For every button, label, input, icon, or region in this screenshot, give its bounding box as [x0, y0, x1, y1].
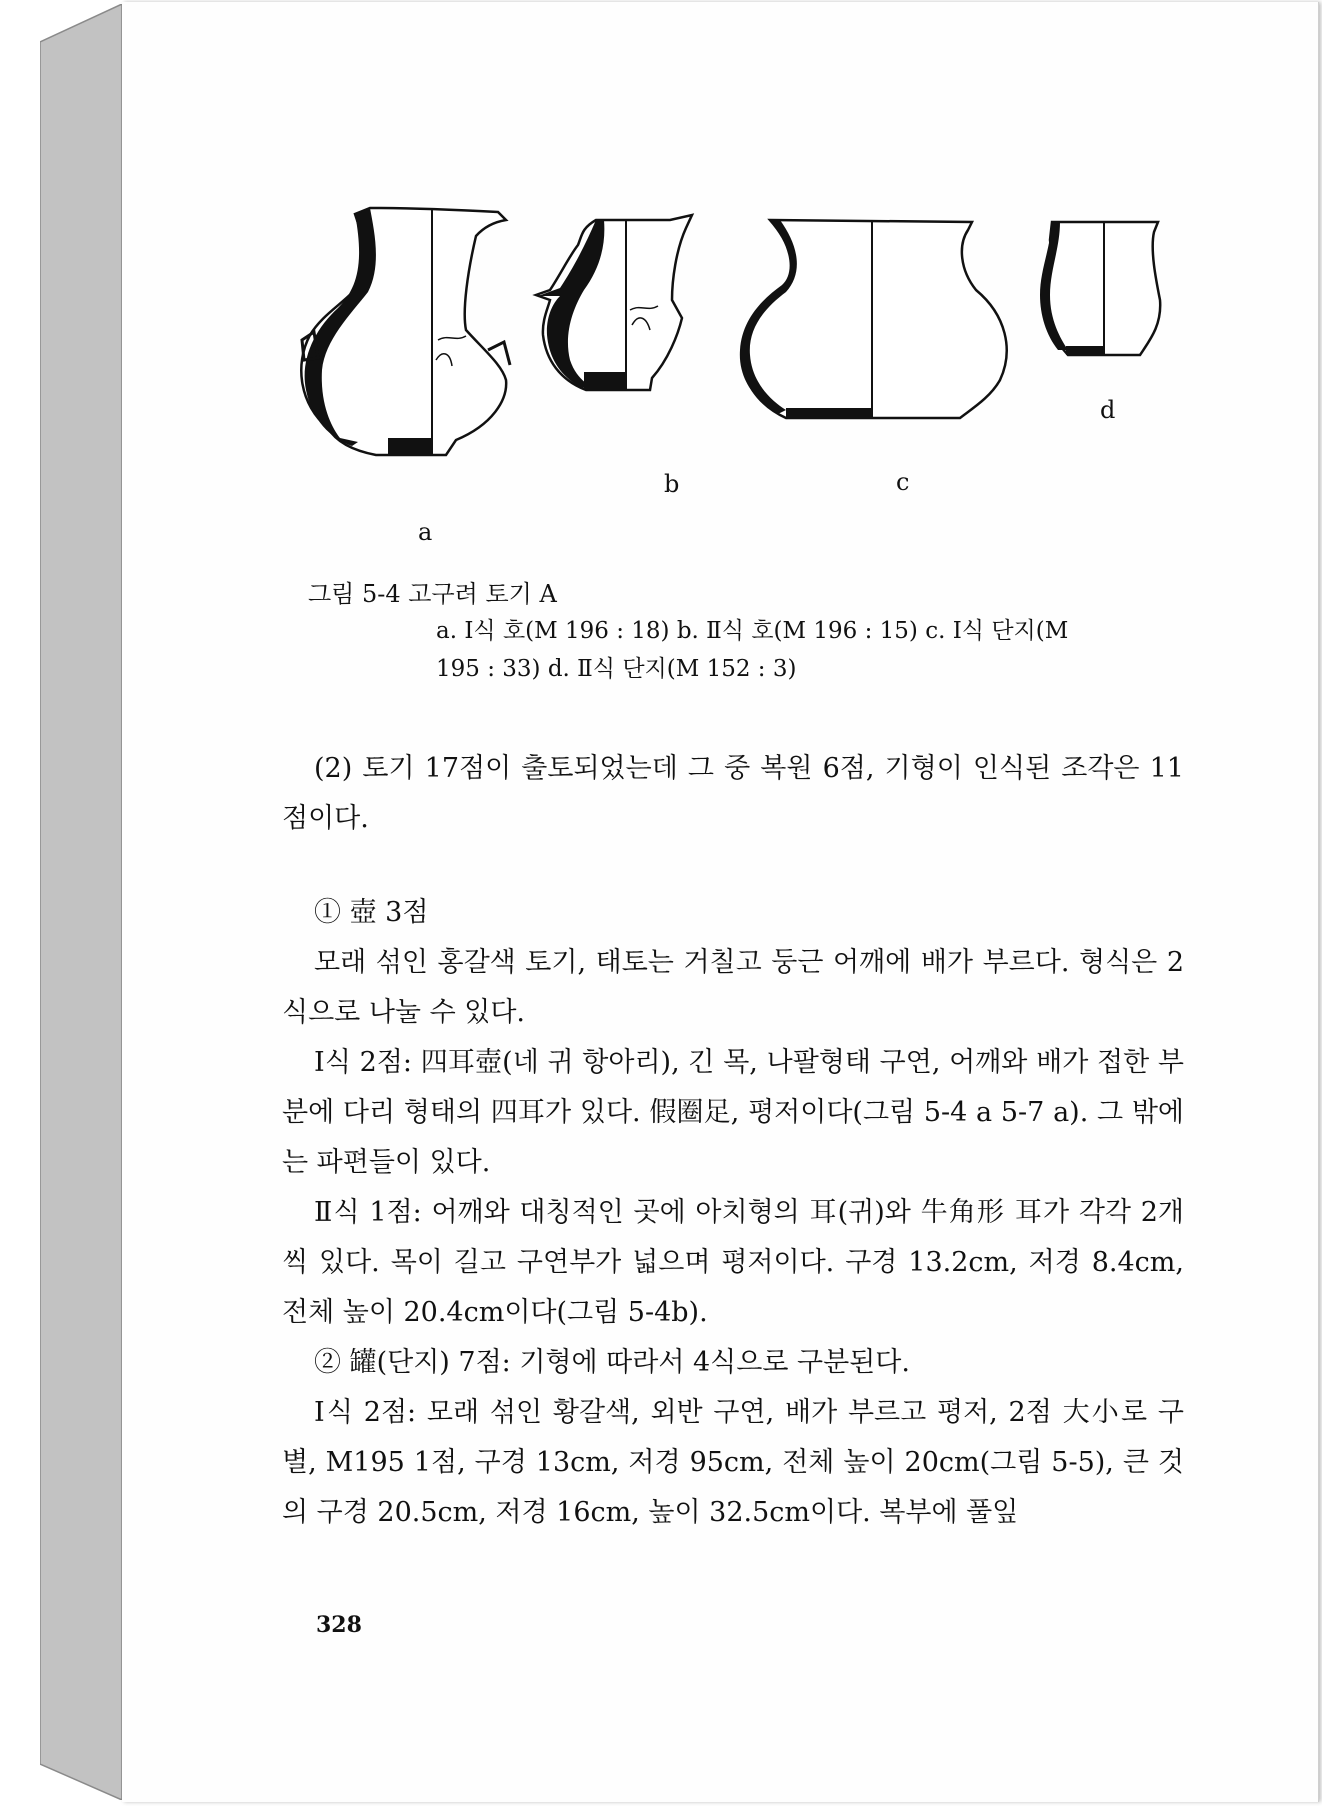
figure-label-c: c [896, 468, 910, 496]
figure-caption-line2: 195 : 33) d. Ⅱ식 단지(M 152 : 3) [436, 656, 797, 682]
paragraph-jar-description: 모래 섞인 홍갈색 토기, 태토는 거칠고 둥근 어깨에 배가 부르다. 형식은 2식으로 나눌 수 있다. [282, 947, 1184, 1028]
figure-label-b: b [664, 470, 680, 498]
figure-label-a: a [418, 518, 433, 546]
paragraph-type1-pot: Ⅰ식 2점: 모래 섞인 황갈색, 외반 구연, 배가 부르고 평저, 2점 大小로 구별, M195 1점, 구경 13cm, 저경 95cm, 전체 높이 20cm(그림 5-5), 큰 것의 구경 20.5cm, 저경 16cm, 높이 32.5cm이다. 복부에 풀잎 [282, 1397, 1184, 1528]
page-number: 328 [316, 1612, 362, 1638]
heading-pots: ② 罐(단지) 7점: 기형에 따라서 4식으로 구분된다. [314, 1347, 910, 1378]
figure-label-d: d [1100, 396, 1116, 424]
vessel-c-drawing [740, 220, 1007, 418]
figure-caption-title: 그림 5-4 고구려 토기 A [308, 580, 557, 608]
book-spine [40, 4, 122, 1800]
heading-jars: ① 壺 3점 [314, 897, 429, 928]
vessel-d-drawing [1040, 222, 1160, 355]
body-text [282, 744, 1184, 1538]
vessel-a-drawing [301, 208, 510, 455]
paragraph-type1-jar: Ⅰ식 2점: 四耳壺(네 귀 항아리), 긴 목, 나팔형태 구연, 어깨와 배가 접한 부분에 다리 형태의 四耳가 있다. 假圈足, 평저이다(그림 5-4 a 5-7 a). 그 밖에는 파편들이 있다. [282, 1047, 1184, 1178]
vessel-b-drawing [536, 215, 692, 390]
pottery-figure [270, 200, 1210, 560]
paragraph-pottery-count: (2) 토기 17점이 출토되었는데 그 중 복원 6점, 기형이 인식된 조각은 11점이다. [282, 753, 1184, 834]
paragraph-type2-jar: Ⅱ식 1점: 어깨와 대칭적인 곳에 아치형의 耳(귀)와 牛角形 耳가 각각 2개씩 있다. 목이 길고 구연부가 넓으며 평저이다. 구경 13.2cm, 저경 8.4cm, 전체 높이 20.4cm이다(그림 5-4b). [282, 1197, 1184, 1328]
figure-caption-line1: a. Ⅰ식 호(M 196 : 18) b. Ⅱ식 호(M 196 : 15) c. Ⅰ식 단지(M [436, 618, 1069, 644]
